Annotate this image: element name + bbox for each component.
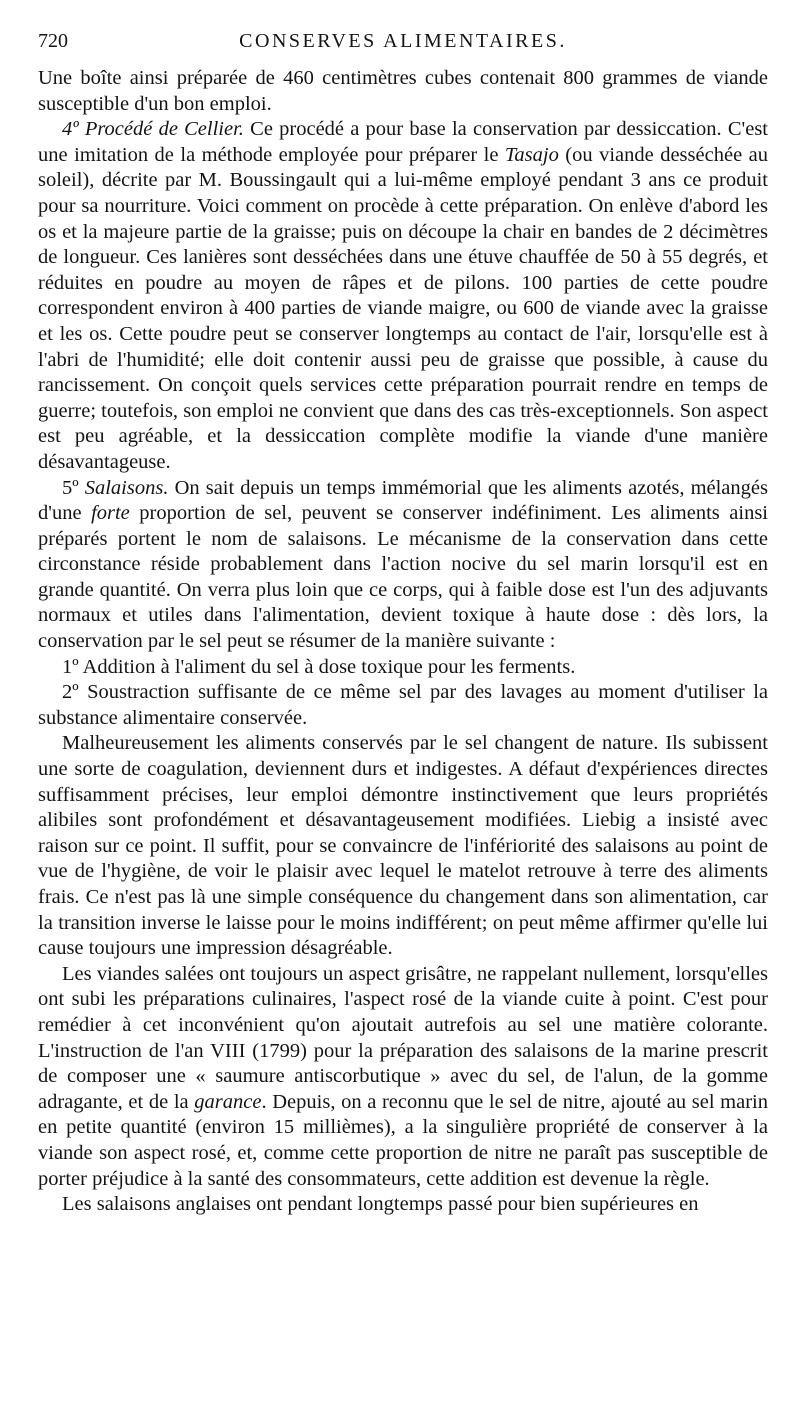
body-text — [38, 66, 768, 1218]
book-page — [38, 28, 768, 1218]
section-number: 5º — [62, 476, 85, 499]
italic-term: forte — [91, 502, 130, 525]
italic-term: Tasajo — [504, 143, 559, 166]
paragraph-text: Ce procédé a pour base la conservation par dessiccation. C'est une imitation de la méthode employée pour préparer le — [38, 118, 768, 166]
section-heading: 4º Procédé de Cellier. — [62, 118, 244, 141]
paragraph-continuation — [38, 66, 768, 117]
paragraph-text: . Depuis, on a reconnu que le sel de nitre, ajouté au sel marin en petite quantité (environ 15 millièmes), a la singulière propriété de conserver à la viande son aspect rosé, et, comme cette proportion de nitre ne paraît pas susceptible de porter préjudice à la santé des consommateurs, cette addition est devenue la règle. — [38, 1090, 768, 1190]
paragraph-text: proportion de sel, peuvent se conserver indéfiniment. Les aliments ainsi préparés portent le nom de salaisons. Le mécanisme de la conservation dans cette circonstance réside probablement dans l'action nocive du sel marin lorsqu'il est en grande quantité. On verra plus loin que ce corps, qui à faible dose est l'un des adjuvants normaux et utiles dans l'alimentation, devient toxique à haute dose : dès lors, la conservation par le sel peut se résumer de la manière suivante : — [38, 502, 768, 653]
running-title: CONSERVES ALIMENTAIRES. — [239, 30, 567, 52]
paragraph-cellier-method — [38, 117, 768, 475]
paragraph-malheureusement — [38, 731, 768, 961]
page-number: 720 — [38, 30, 68, 52]
paragraph-text: Une boîte ainsi préparée de 460 centimètres cubes contenait 800 grammes de viande susceptible d'un bon emploi. — [38, 67, 768, 115]
italic-term: garance — [194, 1090, 262, 1113]
section-heading: Salaisons. — [84, 476, 169, 499]
paragraph-text: Les viandes salées ont toujours un aspect grisâtre, ne rappelant nullement, lorsqu'elles ont subi les préparations culinaires, l'aspect rosé de la viande cuite à point. C'est pour remédier à cet inconvénient qu'on ajoutait autrefois au sel une matière colorante. L'instruction de l'an VIII (1799) pour la préparation des salaisons de la marine prescrit de composer une « saumure antiscorbutique » avec du sel, de l'alun, de la gomme adragante, et de la — [38, 962, 768, 1113]
page-header — [38, 28, 768, 54]
paragraph-salaisons-anglaises — [38, 1192, 768, 1218]
list-item-1 — [38, 655, 768, 681]
paragraph-viandes-salees — [38, 962, 768, 1192]
paragraph-text: 1º Addition à l'aliment du sel à dose toxique pour les ferments. — [62, 655, 576, 678]
paragraph-text: (ou viande desséchée au soleil), décrite par M. Boussingault qui a lui-même employé pendant 3 ans ce produit pour sa nourriture. Voici comment on procède à cette préparation. On enlève d'abord les os et la majeure partie de la graisse; puis on découpe la chair en bandes de 2 décimètres de longueur. Ces lanières sont desséchées dans une étuve chauffée de 50 à 55 degrés, et réduites en poudre au moyen de râpes et de pilons. 100 parties de cette poudre correspondent environ à 400 parties de viande maigre, ou 600 de viande avec la graisse et les os. Cette poudre peut se conserver longtemps au contact de l'air, lorsqu'elle est à l'abri de l'humidité; elle doit contenir aussi peu de graisse que possible, à cause du rancissement. On conçoit quels services cette préparation pourrait rendre en temps de guerre; toutefois, son emploi ne convient que dans des cas très-exceptionnels. Son aspect est peu agréable, et la dessiccation complète modifie la viande d'une manière désavantageuse. — [38, 143, 768, 473]
paragraph-text: Malheureusement les aliments conservés par le sel changent de nature. Ils subissent une sorte de coagulation, deviennent durs et indigestes. A défaut d'expériences directes suffisamment précises, leur emploi démontre instinctivement que leurs propriétés alibiles sont profondément et désavantageusement modifiées. Liebig a insisté avec raison sur ce point. Il suffit, pour se convaincre de l'infériorité des salaisons au point de vue de l'hygiène, de voir le plaisir avec lequel le matelot retrouve à terre des aliments frais. Ce n'est pas là une simple conséquence du changement dans son alimentation, car la transition inverse le laisse pour le moins indifférent; on peut même affirmer qu'elle lui cause toujours une impression désagréable. — [38, 732, 768, 960]
paragraph-text: Les salaisons anglaises ont pendant longtemps passé pour bien supérieures en — [62, 1193, 699, 1216]
paragraph-text: 2º Soustraction suffisante de ce même sel par des lavages au moment d'utiliser la substance alimentaire conservée. — [38, 681, 768, 729]
paragraph-text: On sait depuis un temps immémorial que les aliments azotés, mélangés d'une — [38, 476, 768, 525]
list-item-2 — [38, 680, 768, 731]
paragraph-salaisons — [38, 476, 768, 655]
